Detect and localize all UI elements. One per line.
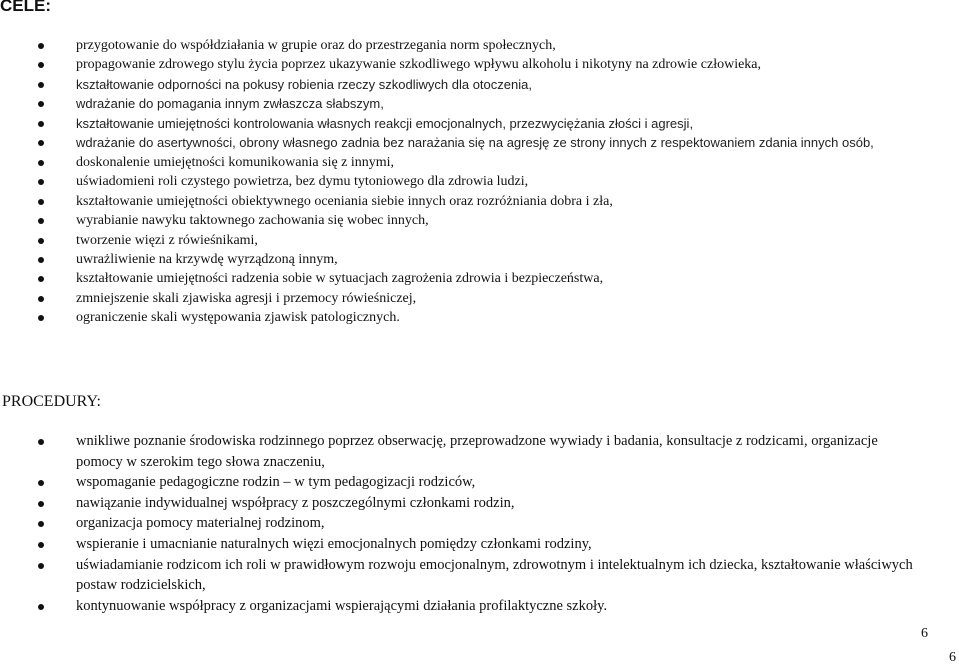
bullet-icon	[38, 121, 44, 127]
list-item	[0, 513, 959, 534]
bullet-icon	[38, 62, 44, 68]
list-item-text: propagowanie zdrowego stylu życia poprzez ukazywanie szkodliwego wpływu alkoholu i nikotyny na zdrowie człowieka,	[76, 57, 762, 73]
list-item	[0, 75, 959, 94]
bullet-icon	[38, 43, 44, 49]
bullet-icon	[38, 179, 44, 185]
bullet-icon	[38, 315, 44, 321]
bullet-icon	[38, 101, 44, 107]
list-item	[0, 493, 959, 514]
bullet-icon	[38, 563, 44, 569]
cele-list	[0, 36, 959, 328]
list-item-text: wyrabianie nawyku taktownego zachowania się wobec innych,	[76, 213, 429, 229]
list-item	[0, 555, 959, 596]
cele-heading: CELE:	[0, 0, 51, 15]
bullet-icon	[38, 542, 44, 548]
list-item	[0, 472, 959, 493]
list-item-text: wnikliwe poznanie środowiska rodzinnego poprzez obserwację, przeprowadzone wywiady i badania, konsultacje z rodzicami, organizacje pomocy w szerokim tego słowa znaczeniu,	[76, 433, 878, 470]
list-item-text: organizacja pomocy materialnej rodzinom,	[76, 515, 325, 532]
list-item-text: wdrażanie do pomagania innym zwłaszcza słabszym,	[76, 96, 384, 112]
list-item-text: wspieranie i umacnianie naturalnych więzi emocjonalnych pomiędzy członkami rodziny,	[76, 535, 592, 552]
list-item-text: uwrażliwienie na krzywdę wyrządzoną innym,	[76, 251, 338, 267]
page-number: 6	[921, 626, 928, 641]
list-item	[0, 36, 959, 55]
list-item	[0, 94, 959, 113]
list-item-text: uświadomieni roli czystego powietrza, bez dymu tytoniowego dla zdrowia ludzi,	[76, 174, 529, 190]
list-item-text: wspomaganie pedagogiczne rodzin – w tym pedagogizacji rodziców,	[76, 474, 476, 491]
list-item	[0, 596, 959, 617]
bullet-icon	[38, 257, 44, 263]
list-item	[0, 192, 959, 211]
bullet-icon	[38, 82, 44, 88]
list-item	[0, 114, 959, 133]
list-item-text: przygotowanie do współdziałania w grupie oraz do przestrzegania norm społecznych,	[76, 38, 556, 53]
page-number-footer: 6	[949, 650, 956, 665]
bullet-icon	[38, 296, 44, 302]
list-item	[0, 250, 959, 269]
bullet-icon	[38, 439, 44, 445]
bullet-icon	[38, 160, 44, 166]
list-item-text: wdrażanie do asertywności, obrony własnego zadnia bez narażania się na agresję ze strony innych z respektowaniem zdania innych osób,	[76, 135, 874, 151]
list-item	[0, 153, 959, 172]
list-item-text: kształtowanie odporności na pokusy robienia rzeczy szkodliwych dla otoczenia,	[76, 76, 532, 92]
list-item	[0, 55, 959, 74]
bullet-icon	[38, 521, 44, 527]
bullet-icon	[38, 140, 44, 146]
list-item-text: uświadamianie rodzicom ich roli w prawidłowym rozwoju emocjonalnym, zdrowotnym i intelektualnym ich dziecka, kształtowanie właściwych postaw rodzicielskich,	[76, 556, 913, 594]
list-item	[0, 211, 959, 230]
bullet-icon	[38, 480, 44, 486]
list-item	[0, 269, 959, 288]
procedury-list	[0, 431, 959, 616]
list-item-text: kształtowanie umiejętności radzenia sobie w sytuacjach zagrożenia zdrowia i bezpieczeństwa,	[76, 271, 604, 287]
list-item-text: nawiązanie indywidualnej współpracy z poszczególnymi członkami rodzin,	[76, 494, 515, 511]
bullet-icon	[38, 276, 44, 282]
list-item	[0, 534, 959, 555]
list-item	[0, 431, 959, 472]
list-item-text: ograniczenie skali występowania zjawisk patologicznych.	[76, 310, 400, 326]
bullet-icon	[38, 199, 44, 205]
bullet-icon	[38, 238, 44, 244]
list-item-text: zmniejszenie skali zjawiska agresji i przemocy rówieśniczej,	[76, 290, 417, 306]
bullet-icon	[38, 604, 44, 610]
list-item	[0, 231, 959, 250]
list-item-text: kontynuowanie współpracy z organizacjami wspierającymi działania profilaktyczne szkoły.	[76, 597, 608, 614]
list-item	[0, 133, 959, 152]
list-item-text: doskonalenie umiejętności komunikowania się z innymi,	[76, 154, 395, 170]
procedury-heading: PROCEDURY:	[2, 393, 101, 410]
list-item	[0, 289, 959, 308]
list-item-text: kształtowanie umiejętności kontrolowania własnych reakcji emocjonalnych, przezwyciężania złości i agresji,	[76, 115, 694, 131]
bullet-icon	[38, 501, 44, 507]
list-item	[0, 172, 959, 191]
list-item-text: tworzenie więzi z rówieśnikami,	[76, 232, 258, 248]
list-item	[0, 308, 959, 327]
bullet-icon	[38, 218, 44, 224]
list-item-text: kształtowanie umiejętności obiektywnego oceniania siebie innych oraz rozróżniania dobra i zła,	[76, 193, 613, 209]
